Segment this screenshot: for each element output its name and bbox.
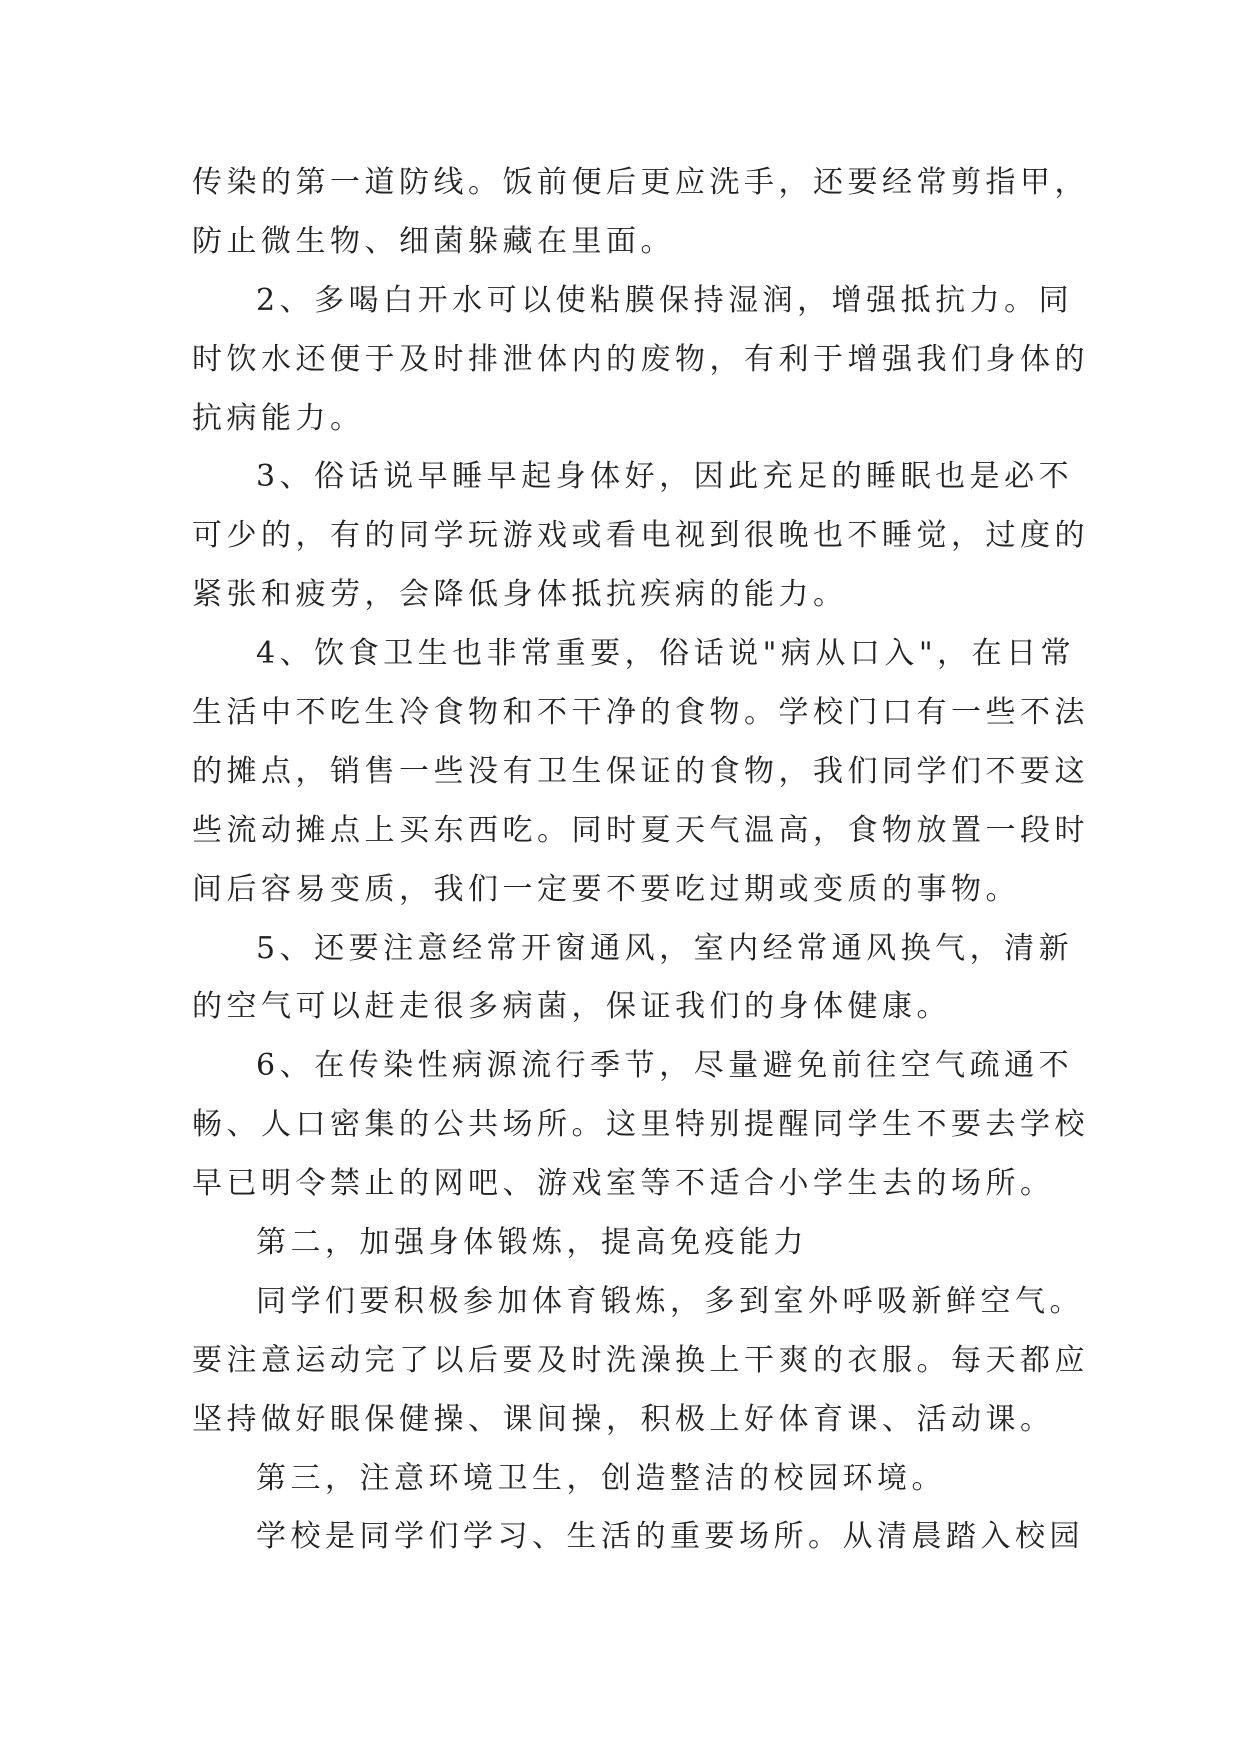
text-line: 传染的第一道防线。饭前便后更应洗手，还要经常剪指甲， [192, 165, 1089, 200]
text-line: 些流动摊点上买东西吃。同时夏天气温高，食物放置一段时 [192, 812, 1089, 848]
text-line: 第三，注意环境卫生，创造整洁的校园环境。 [256, 1460, 946, 1496]
text-line: 学校是同学们学习、生活的重要场所。从清晨踏入校园 [256, 1519, 1084, 1555]
text-line: 的摊点，销售一些没有卫生保证的食物，我们同学们不要这 [192, 753, 1089, 789]
text-line: 3、俗话说早睡早起身体好，因此充足的睡眠也是必不 [256, 459, 1074, 495]
text-line: 可少的，有的同学玩游戏或看电视到很晚也不睡觉，过度的 [192, 518, 1089, 554]
text-line: 防止微生物、细菌躲藏在里面。 [192, 223, 675, 259]
text-line: 同学们要积极参加体育锻炼，多到室外呼吸新鲜空气。 [256, 1283, 1084, 1319]
text-line: 畅、人口密集的公共场所。这里特别提醒同学生不要去学校 [192, 1107, 1089, 1143]
body-text [192, 154, 1089, 1567]
text-line: 时饮水还便于及时排泄体内的废物，有利于增强我们身体的 [192, 341, 1089, 377]
text-line: 第二，加强身体锻炼，提高免疫能力 [256, 1225, 808, 1261]
text-line: 2、多喝白开水可以使粘膜保持湿润，增强抵抗力。同 [256, 282, 1074, 318]
text-line: 4、饮食卫生也非常重要，俗话说"病从口入"，在日常 [256, 636, 1076, 672]
text-line: 的空气可以赶走很多病菌，保证我们的身体健康。 [192, 989, 951, 1025]
text-line: 要注意运动完了以后要及时洗澡换上干爽的衣服。每天都应 [192, 1342, 1089, 1378]
text-line: 抗病能力。 [192, 400, 365, 436]
text-line: 早已明令禁止的网吧、游戏室等不适合小学生去的场所。 [192, 1166, 1055, 1202]
text-line: 6、在传染性病源流行季节，尽量避免前往空气疏通不 [256, 1048, 1074, 1084]
text-line: 坚持做好眼保健操、课间操，积极上好体育课、活动课。 [192, 1401, 1055, 1437]
text-line: 5、还要注意经常开窗通风，室内经常通风换气，清新 [256, 930, 1074, 966]
text-line: 紧张和疲劳，会降低身体抵抗疾病的能力。 [192, 577, 848, 613]
text-line: 间后容易变质，我们一定要不要吃过期或变质的事物。 [192, 871, 1020, 907]
text-line: 生活中不吃生冷食物和不干净的食物。学校门口有一些不法 [192, 695, 1089, 731]
